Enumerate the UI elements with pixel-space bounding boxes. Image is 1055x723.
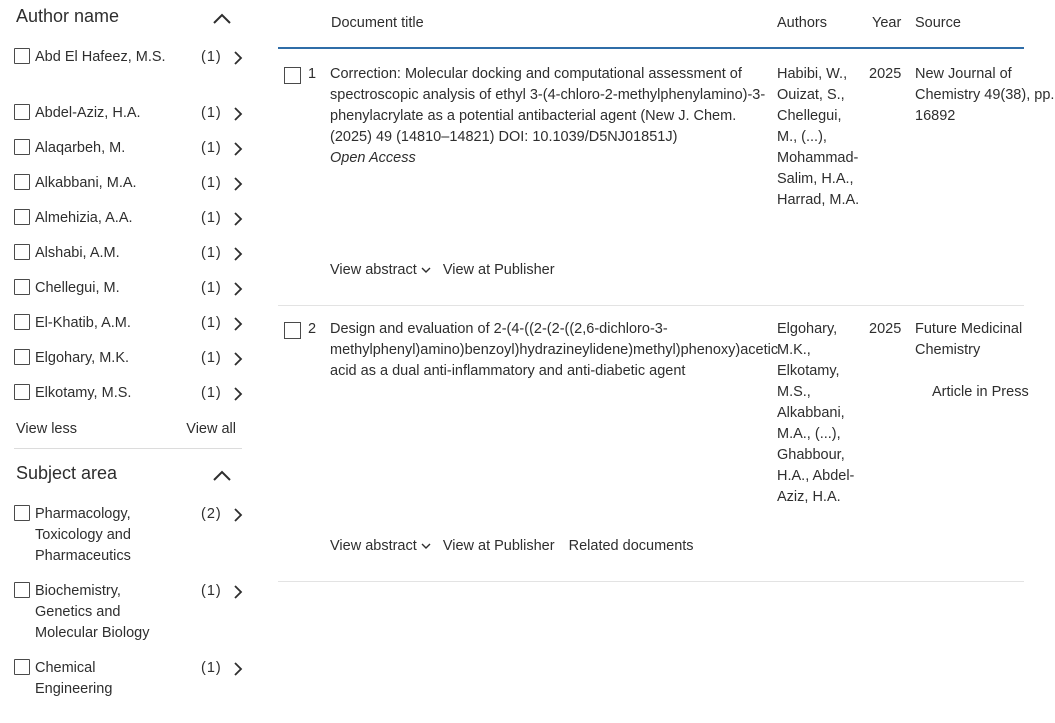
chevron-right-icon[interactable] [233, 387, 243, 401]
facet-label: Chellegui, M. [35, 280, 120, 296]
facet-label: Alshabi, A.M. [35, 245, 120, 261]
column-header-authors[interactable]: Authors [777, 15, 827, 31]
facet-count: (2) [201, 506, 222, 522]
authors-list[interactable]: Elgohary, M.K., Elkotamy, M.S., Alkabbani, M.A., (...), Ghabbour, H.A., Abdel-Aziz, H.A. [777, 321, 855, 505]
view-abstract-button[interactable]: View abstract [330, 538, 431, 554]
subject-area-section-title: Subject area [16, 463, 118, 483]
facet-checkbox[interactable] [14, 174, 30, 190]
chevron-right-icon[interactable] [233, 282, 243, 296]
open-access-label: Open Access [330, 150, 416, 166]
view-at-publisher-link[interactable]: View at Publisher [442, 538, 555, 554]
chevron-right-icon[interactable] [233, 212, 243, 226]
facet-checkbox[interactable] [14, 582, 30, 598]
view-abstract-button[interactable]: View abstract [330, 262, 431, 278]
collapse-chevron-up-icon[interactable] [212, 469, 232, 483]
facet-checkbox[interactable] [14, 505, 30, 521]
row-number: 2 [308, 321, 317, 337]
facet-checkbox[interactable] [14, 209, 30, 225]
related-documents-link[interactable]: Related documents [568, 538, 694, 554]
chevron-down-icon [421, 266, 431, 274]
facet-label: Abd El Hafeez, M.S. [35, 49, 166, 65]
column-header-source[interactable]: Source [915, 15, 961, 31]
source-title[interactable]: Future Medicinal Chemistry [915, 321, 1023, 358]
chevron-right-icon[interactable] [233, 508, 243, 522]
source-title[interactable]: New Journal of Chemistry 49(38), pp. 16892 [915, 66, 1055, 124]
facet-label: Alkabbani, M.A. [35, 175, 137, 191]
row-divider [278, 305, 1024, 306]
facet-count: (1) [201, 210, 222, 226]
row-actions [330, 262, 555, 278]
facet-label: Elgohary, M.K. [35, 350, 130, 366]
chevron-right-icon[interactable] [233, 662, 243, 676]
facet-count: (1) [201, 245, 222, 261]
chevron-right-icon[interactable] [233, 585, 243, 599]
row-select-checkbox[interactable] [284, 67, 301, 84]
view-at-publisher-link[interactable]: View at Publisher [442, 262, 555, 278]
section-divider [14, 448, 242, 449]
facet-checkbox[interactable] [14, 314, 30, 330]
facet-checkbox[interactable] [14, 349, 30, 365]
facet-checkbox[interactable] [14, 659, 30, 675]
facet-label: El-Khatib, A.M. [35, 315, 131, 331]
facet-checkbox[interactable] [14, 104, 30, 120]
row-divider [278, 581, 1024, 582]
facet-count: (1) [201, 175, 222, 191]
facet-count: (1) [201, 583, 222, 599]
chevron-right-icon[interactable] [233, 177, 243, 191]
chevron-right-icon[interactable] [233, 247, 243, 261]
chevron-right-icon[interactable] [233, 352, 243, 366]
facet-count: (1) [201, 49, 222, 65]
column-header-year[interactable]: Year [872, 15, 902, 31]
view-all-link[interactable]: View all [186, 421, 236, 437]
facet-count: (1) [201, 350, 222, 366]
author-name-section-title: Author name [16, 6, 120, 26]
chevron-right-icon[interactable] [233, 142, 243, 156]
facet-checkbox[interactable] [14, 139, 30, 155]
facet-count: (1) [201, 315, 222, 331]
results-table [278, 0, 1055, 723]
chevron-right-icon[interactable] [233, 51, 243, 65]
facet-checkbox[interactable] [14, 384, 30, 400]
facet-label: Chemical Engineering [35, 660, 113, 697]
header-rule [278, 47, 1024, 49]
row-actions [330, 538, 694, 554]
authors-list[interactable]: Habibi, W., Ouizat, S., Chellegui, M., (...), Mohammad-Salim, H.A., Harrad, M.A. [777, 66, 860, 208]
chevron-right-icon[interactable] [233, 317, 243, 331]
facet-count: (1) [201, 385, 222, 401]
author-name-section-header[interactable] [16, 6, 242, 36]
facet-count: (1) [201, 140, 222, 156]
article-in-press-label: Article in Press [932, 384, 1029, 400]
filter-sidebar [0, 0, 260, 723]
row-select-checkbox[interactable] [284, 322, 301, 339]
publication-year: 2025 [869, 66, 902, 82]
facet-checkbox[interactable] [14, 279, 30, 295]
chevron-down-icon [421, 542, 431, 550]
facet-count: (1) [201, 280, 222, 296]
facet-label: Almehizia, A.A. [35, 210, 133, 226]
row-number: 1 [308, 66, 317, 82]
view-less-link[interactable]: View less [16, 421, 77, 437]
publication-year: 2025 [869, 321, 902, 337]
subject-area-section-header[interactable] [16, 463, 242, 493]
chevron-right-icon[interactable] [233, 107, 243, 121]
facet-checkbox[interactable] [14, 244, 30, 260]
author-view-links [16, 421, 238, 441]
facet-count: (1) [201, 105, 222, 121]
facet-label: Pharmacology, Toxicology and Pharmaceutics [35, 506, 131, 564]
document-title-link[interactable] [330, 64, 770, 169]
facet-label: Biochemistry, Genetics and Molecular Biology [35, 583, 150, 641]
facet-label: Alaqarbeh, M. [35, 140, 126, 156]
collapse-chevron-up-icon[interactable] [212, 12, 232, 26]
facet-label: Abdel-Aziz, H.A. [35, 105, 141, 121]
column-header-document-title[interactable]: Document title [331, 15, 424, 31]
facet-count: (1) [201, 660, 222, 676]
document-title-link[interactable]: Design and evaluation of 2-(4-((2-(2-((2,6-dichloro-3-methylphenyl)amino)benzoyl)hydrazineylidene)methyl)phenoxy)acetic acid as a dual anti-inflammatory and anti-diabetic agent [330, 321, 779, 379]
document-title-text[interactable]: Correction: Molecular docking and computational assessment of spectroscopic analysis of ethyl 3-(4-chloro-2-methylphenylamino)-3-phenylacrylate as a potential antibacterial agent (New J. Chem. (2025) 49 (14810–14821) DOI: 10.1039/D5NJ01851J) [330, 66, 766, 145]
facet-checkbox[interactable] [14, 48, 30, 64]
facet-label: Elkotamy, M.S. [35, 385, 132, 401]
